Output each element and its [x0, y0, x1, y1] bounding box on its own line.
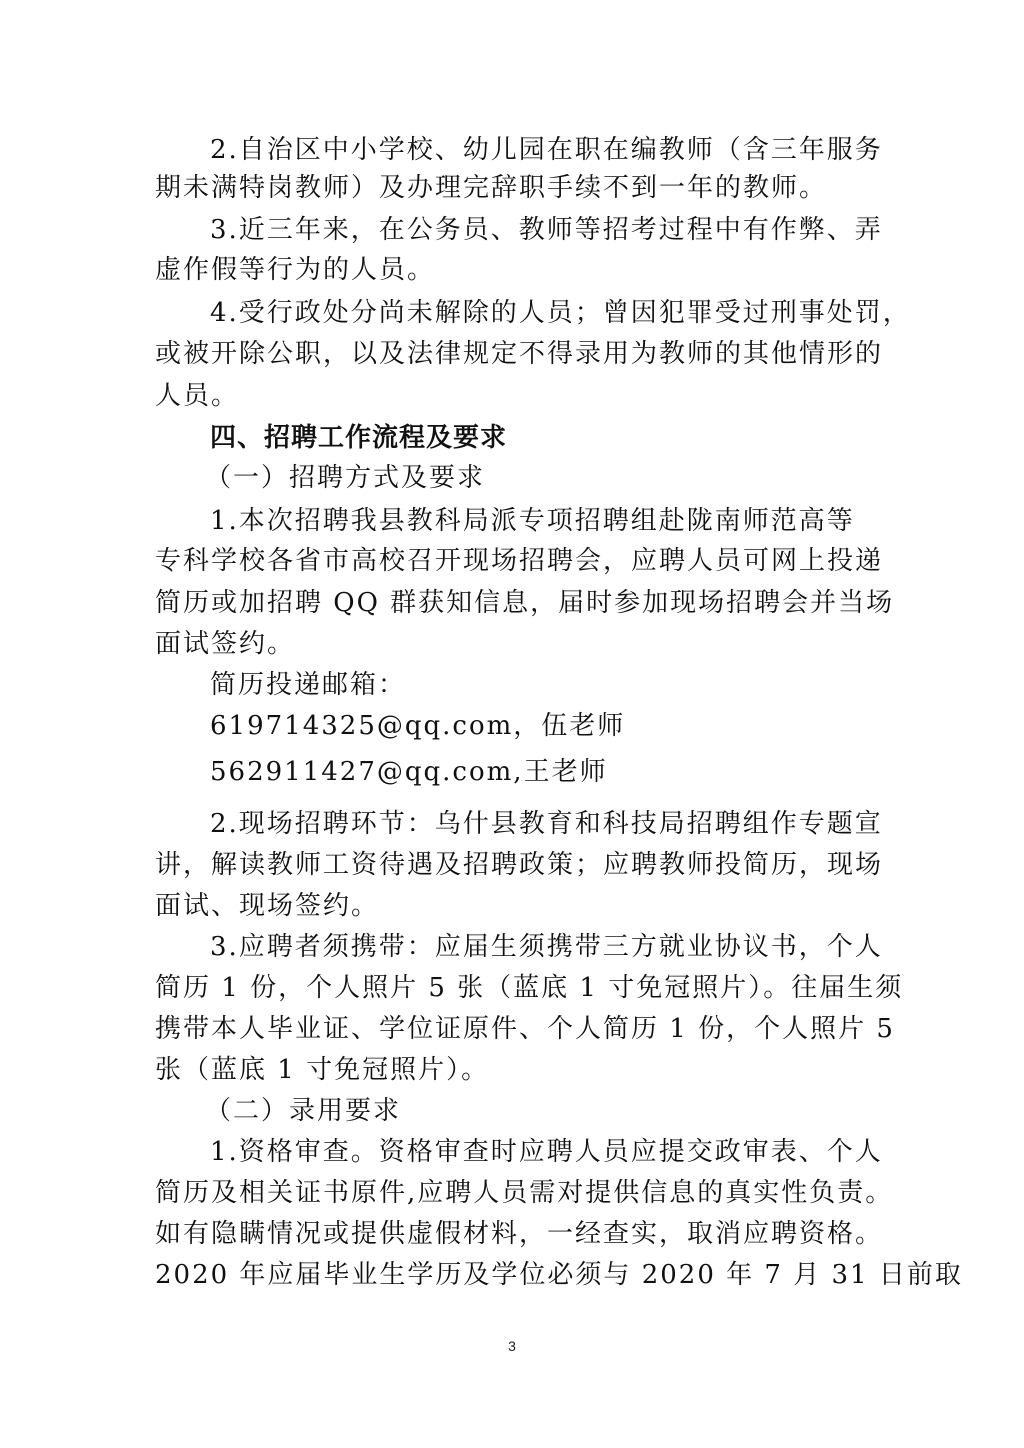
- paragraph-line: 面试签约。: [155, 629, 296, 659]
- paragraph-line: 虚作假等行为的人员。: [155, 255, 436, 285]
- email-contact: 562911427@qq.com,王老师: [210, 757, 608, 787]
- paragraph-line: 简历 1 份，个人照片 5 张（蓝底 1 寸免冠照片）。往届生须: [155, 973, 904, 1003]
- paragraph-line: 张（蓝底 1 寸免冠照片）。: [155, 1055, 490, 1085]
- paragraph-line: 2020 年应届毕业生学历及学位必须与 2020 年 7 月 31 日前取: [155, 1260, 963, 1290]
- email-contact: 619714325@qq.com，伍老师: [210, 711, 626, 741]
- paragraph-line: 或被开除公职，以及法律规定不得录用为教师的其他情形的: [155, 339, 884, 369]
- paragraph-line: 如有隐瞒情况或提供虚假材料，一经查实，取消应聘资格。: [155, 1219, 884, 1249]
- page-number: 3: [508, 1338, 516, 1354]
- paragraph-line: 1.本次招聘我县教科局派专项招聘组赴陇南师范高等: [210, 506, 855, 536]
- subsection-heading: （二）录用要求: [205, 1096, 402, 1126]
- paragraph-line: 携带本人毕业证、学位证原件、个人简历 1 份，个人照片 5: [155, 1014, 895, 1044]
- paragraph-line: 简历及相关证书原件,应聘人员需对提供信息的真实性负责。: [155, 1178, 894, 1208]
- paragraph-line: 3.近三年来，在公务员、教师等招考过程中有作弊、弄: [210, 215, 883, 245]
- paragraph-line: 专科学校各省市高校召开现场招聘会，应聘人员可网上投递: [155, 546, 884, 576]
- section-heading: 四、招聘工作流程及要求: [210, 423, 508, 453]
- paragraph-line: 人员。: [155, 381, 240, 411]
- paragraph-line: 面试、现场签约。: [155, 891, 380, 921]
- paragraph-line: 1.资格审查。资格审查时应聘人员应提交政审表、个人: [210, 1137, 883, 1167]
- email-label: 简历投递邮箱：: [210, 670, 407, 700]
- paragraph-line: 讲，解读教师工资待遇及招聘政策；应聘教师投简历，现场: [155, 850, 884, 880]
- paragraph-line: 2.现场招聘环节：乌什县教育和科技局招聘组作专题宣: [210, 809, 883, 839]
- paragraph-line: 2.自治区中小学校、幼儿园在职在编教师（含三年服务: [210, 135, 883, 165]
- paragraph-line: 简历或加招聘 QQ 群获知信息，届时参加现场招聘会并当场: [155, 588, 895, 618]
- subsection-heading: （一）招聘方式及要求: [205, 463, 486, 493]
- paragraph-line: 期未满特岗教师）及办理完辞职手续不到一年的教师。: [155, 173, 828, 203]
- paragraph-line: 3.应聘者须携带：应届生须携带三方就业协议书，个人: [210, 932, 883, 962]
- paragraph-line: 4.受行政处分尚未解除的人员；曾因犯罪受过刑事处罚，: [210, 298, 911, 328]
